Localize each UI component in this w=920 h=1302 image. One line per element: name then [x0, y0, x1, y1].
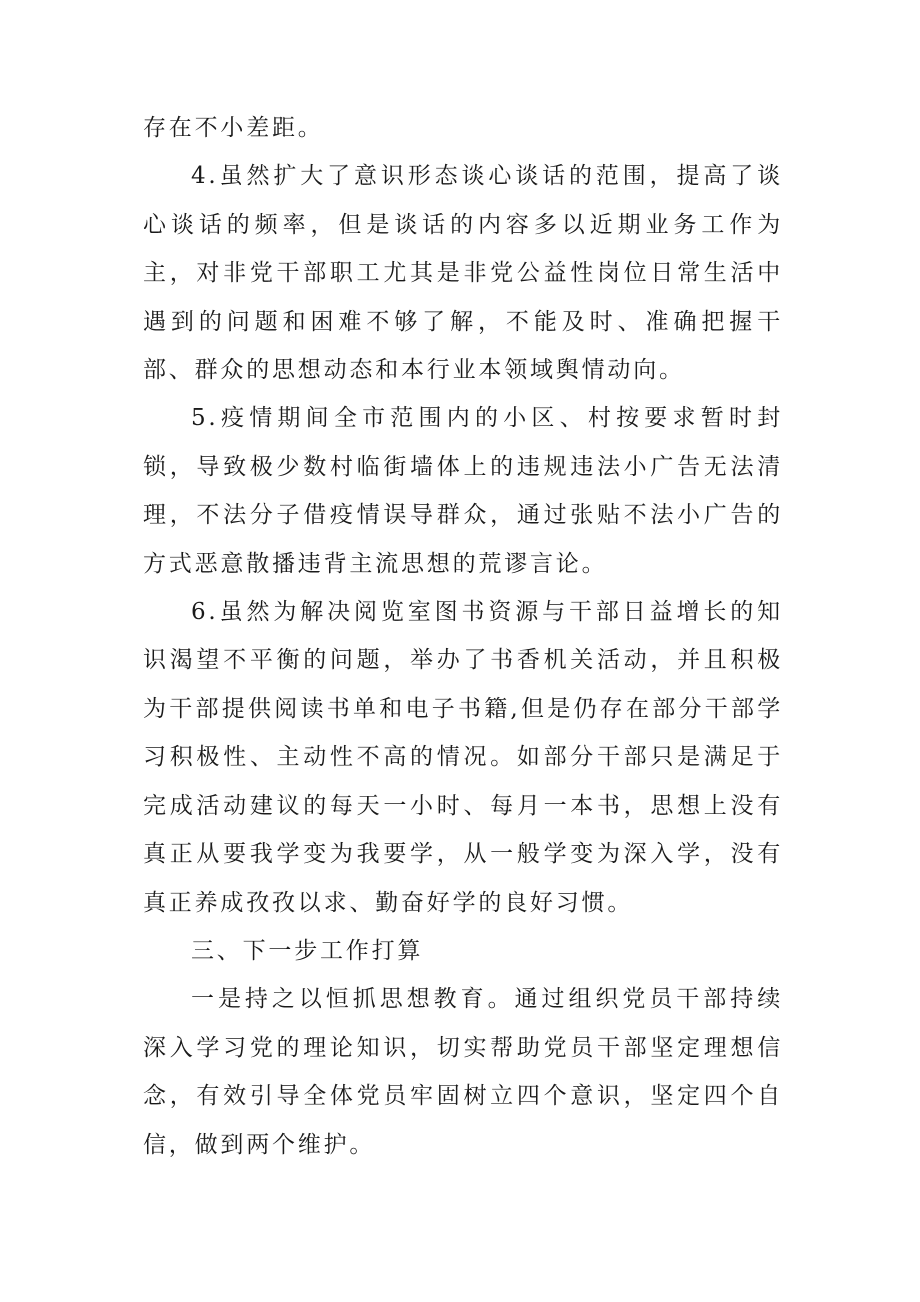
- paragraph-item-4: 4.虽然扩大了意识形态谈心谈话的范围，提高了谈心谈话的频率，但是谈话的内容多以近期业务工作为主，对非党干部职工尤其是非党公益性岗位日常生活中遇到的问题和困难不够了解，不能及时、准确把握干部、群众的思想动态和本行业本领域舆情动向。: [143, 163, 783, 384]
- paragraph-plan-one: 一是持之以恒抓思想教育。通过组织党员干部持续深入学习党的理论知识，切实帮助党员干部坚定理想信念，有效引导全体党员牢固树立四个意识，坚定四个自信，做到两个维护。: [143, 986, 783, 1158]
- paragraph-item-6: 6.虽然为解决阅览室图书资源与干部日益增长的知识渴望不平衡的问题，举办了书香机关活动，并且积极为干部提供阅读书单和电子书籍,但是仍存在部分干部学习积极性、主动性不高的情况。如部分干部只是满足于完成活动建议的每天一小时、每月一本书，思想上没有真正从要我学变为我要学，从一般学变为深入学，没有真正养成孜孜以求、勤奋好学的良好习惯。: [143, 599, 783, 916]
- paragraph-item-5: 5.疫情期间全市范围内的小区、村按要求暂时封锁，导致极少数村临街墙体上的违规违法小广告无法清理，不法分子借疫情误导群众，通过张贴不法小广告的方式恶意散播违背主流思想的荒谬言论。: [143, 405, 783, 577]
- section-heading-next-steps: 三、下一步工作打算: [191, 937, 424, 964]
- paragraph-continuation: 存在不小差距。: [143, 115, 324, 141]
- document-body: [143, 104, 783, 1169]
